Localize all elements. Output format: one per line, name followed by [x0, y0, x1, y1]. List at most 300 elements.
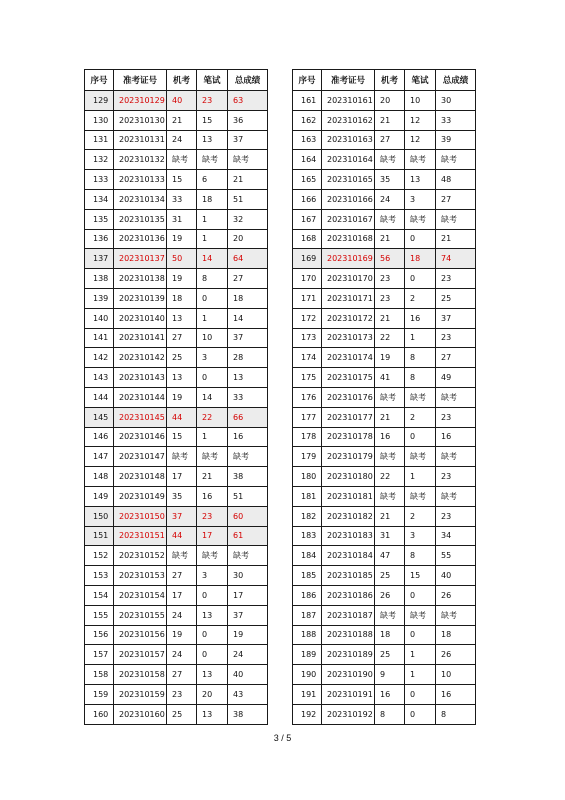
cell-machine-score: 缺考: [167, 150, 197, 170]
cell-exam-id: 202310177: [322, 407, 375, 427]
cell-written-score: 10: [405, 91, 436, 111]
cell-seq: 167: [293, 209, 322, 229]
table-row: [293, 447, 476, 467]
cell-total-score: 13: [228, 368, 268, 388]
cell-seq: 146: [85, 427, 114, 447]
table-row: [85, 665, 268, 685]
cell-written-score: 13: [405, 170, 436, 190]
table-row: [85, 684, 268, 704]
cell-written-score: 缺考: [405, 387, 436, 407]
cell-seq: 145: [85, 407, 114, 427]
table-row: [293, 486, 476, 506]
cell-seq: 151: [85, 526, 114, 546]
table-row: [293, 189, 476, 209]
table-row: [293, 130, 476, 150]
cell-seq: 152: [85, 546, 114, 566]
cell-exam-id: 202310184: [322, 546, 375, 566]
cell-total-score: 28: [228, 348, 268, 368]
cell-seq: 164: [293, 150, 322, 170]
cell-machine-score: 21: [375, 308, 405, 328]
score-table-left: [84, 69, 268, 725]
cell-seq: 191: [293, 684, 322, 704]
cell-written-score: 16: [405, 308, 436, 328]
table-row: [85, 328, 268, 348]
cell-total-score: 60: [228, 506, 268, 526]
cell-seq: 134: [85, 189, 114, 209]
cell-written-score: 0: [405, 625, 436, 645]
cell-seq: 135: [85, 209, 114, 229]
cell-exam-id: 202310188: [322, 625, 375, 645]
table-row: [85, 209, 268, 229]
cell-seq: 139: [85, 288, 114, 308]
cell-written-score: 缺考: [405, 447, 436, 467]
table-row: [293, 348, 476, 368]
cell-machine-score: 27: [167, 328, 197, 348]
cell-total-score: 61: [228, 526, 268, 546]
cell-written-score: 0: [405, 229, 436, 249]
cell-machine-score: 24: [167, 605, 197, 625]
cell-written-score: 0: [405, 704, 436, 724]
cell-seq: 137: [85, 249, 114, 269]
page-number: 3 / 5: [273, 733, 292, 743]
cell-written-score: 15: [197, 110, 228, 130]
cell-total-score: 缺考: [228, 546, 268, 566]
cell-written-score: 1: [197, 308, 228, 328]
cell-seq: 168: [293, 229, 322, 249]
cell-total-score: 23: [436, 407, 476, 427]
cell-machine-score: 18: [375, 625, 405, 645]
cell-written-score: 2: [405, 288, 436, 308]
cell-exam-id: 202310137: [114, 249, 167, 269]
cell-machine-score: 24: [375, 189, 405, 209]
cell-machine-score: 44: [167, 407, 197, 427]
cell-seq: 169: [293, 249, 322, 269]
cell-machine-score: 27: [167, 665, 197, 685]
cell-written-score: 1: [197, 209, 228, 229]
cell-seq: 154: [85, 585, 114, 605]
cell-written-score: 8: [405, 348, 436, 368]
cell-exam-id: 202310192: [322, 704, 375, 724]
cell-seq: 147: [85, 447, 114, 467]
cell-exam-id: 202310153: [114, 566, 167, 586]
cell-exam-id: 202310170: [322, 269, 375, 289]
cell-exam-id: 202310182: [322, 506, 375, 526]
cell-total-score: 36: [228, 110, 268, 130]
cell-written-score: 13: [197, 130, 228, 150]
cell-written-score: 1: [197, 427, 228, 447]
table-row: [293, 526, 476, 546]
cell-machine-score: 26: [375, 585, 405, 605]
table-row: [85, 368, 268, 388]
cell-seq: 150: [85, 506, 114, 526]
table-row: [85, 249, 268, 269]
cell-total-score: 51: [228, 189, 268, 209]
cell-written-score: 1: [197, 229, 228, 249]
cell-seq: 149: [85, 486, 114, 506]
cell-exam-id: 202310181: [322, 486, 375, 506]
cell-total-score: 25: [436, 288, 476, 308]
cell-total-score: 17: [228, 585, 268, 605]
cell-machine-score: 缺考: [375, 486, 405, 506]
cell-exam-id: 202310183: [322, 526, 375, 546]
cell-exam-id: 202310148: [114, 467, 167, 487]
header-exam-id: 准考证号: [322, 70, 375, 91]
table-row: [85, 645, 268, 665]
cell-machine-score: 缺考: [375, 605, 405, 625]
cell-written-score: 0: [197, 368, 228, 388]
table-header: [85, 70, 268, 91]
cell-written-score: 0: [405, 684, 436, 704]
cell-seq: 160: [85, 704, 114, 724]
cell-exam-id: 202310168: [322, 229, 375, 249]
cell-written-score: 2: [405, 506, 436, 526]
cell-machine-score: 18: [167, 288, 197, 308]
cell-machine-score: 20: [375, 91, 405, 111]
table-row: [293, 91, 476, 111]
cell-seq: 157: [85, 645, 114, 665]
cell-seq: 192: [293, 704, 322, 724]
cell-exam-id: 202310161: [322, 91, 375, 111]
cell-seq: 153: [85, 566, 114, 586]
cell-total-score: 40: [436, 566, 476, 586]
table-row: [85, 189, 268, 209]
cell-machine-score: 37: [167, 506, 197, 526]
cell-written-score: 20: [197, 684, 228, 704]
cell-machine-score: 22: [375, 328, 405, 348]
cell-machine-score: 40: [167, 91, 197, 111]
cell-total-score: 缺考: [228, 447, 268, 467]
cell-machine-score: 47: [375, 546, 405, 566]
cell-exam-id: 202310135: [114, 209, 167, 229]
table-row: [85, 467, 268, 487]
cell-seq: 161: [293, 91, 322, 111]
table-row: [85, 407, 268, 427]
cell-seq: 162: [293, 110, 322, 130]
table-row: [85, 308, 268, 328]
cell-total-score: 21: [436, 229, 476, 249]
cell-total-score: 23: [436, 506, 476, 526]
cell-total-score: 37: [436, 308, 476, 328]
cell-total-score: 缺考: [436, 387, 476, 407]
cell-machine-score: 23: [167, 684, 197, 704]
cell-seq: 138: [85, 269, 114, 289]
cell-seq: 171: [293, 288, 322, 308]
cell-written-score: 1: [405, 467, 436, 487]
cell-total-score: 55: [436, 546, 476, 566]
table-row: [293, 249, 476, 269]
cell-seq: 140: [85, 308, 114, 328]
cell-seq: 133: [85, 170, 114, 190]
cell-written-score: 13: [197, 704, 228, 724]
cell-exam-id: 202310143: [114, 368, 167, 388]
cell-machine-score: 25: [375, 645, 405, 665]
cell-exam-id: 202310174: [322, 348, 375, 368]
cell-seq: 142: [85, 348, 114, 368]
table-row: [293, 467, 476, 487]
cell-seq: 156: [85, 625, 114, 645]
cell-exam-id: 202310175: [322, 368, 375, 388]
cell-written-score: 8: [405, 368, 436, 388]
cell-total-score: 23: [436, 467, 476, 487]
cell-total-score: 64: [228, 249, 268, 269]
cell-exam-id: 202310150: [114, 506, 167, 526]
table-row: [293, 308, 476, 328]
cell-exam-id: 202310171: [322, 288, 375, 308]
header-seq: 序号: [293, 70, 322, 91]
table-row: [85, 566, 268, 586]
table-row: [293, 546, 476, 566]
table-row: [85, 427, 268, 447]
cell-total-score: 74: [436, 249, 476, 269]
cell-total-score: 48: [436, 170, 476, 190]
table-row: [293, 209, 476, 229]
cell-exam-id: 202310149: [114, 486, 167, 506]
cell-written-score: 3: [405, 189, 436, 209]
cell-exam-id: 202310190: [322, 665, 375, 685]
cell-exam-id: 202310167: [322, 209, 375, 229]
cell-written-score: 缺考: [197, 546, 228, 566]
cell-written-score: 14: [197, 249, 228, 269]
table-row: [293, 170, 476, 190]
cell-written-score: 22: [197, 407, 228, 427]
cell-written-score: 缺考: [405, 605, 436, 625]
cell-exam-id: 202310154: [114, 585, 167, 605]
cell-written-score: 6: [197, 170, 228, 190]
cell-exam-id: 202310155: [114, 605, 167, 625]
header-exam-id: 准考证号: [114, 70, 167, 91]
cell-seq: 148: [85, 467, 114, 487]
cell-total-score: 16: [436, 427, 476, 447]
cell-total-score: 21: [228, 170, 268, 190]
header-written-score: 笔试: [197, 70, 228, 91]
cell-seq: 173: [293, 328, 322, 348]
cell-seq: 163: [293, 130, 322, 150]
cell-exam-id: 202310141: [114, 328, 167, 348]
cell-seq: 172: [293, 308, 322, 328]
table-body: [85, 91, 268, 725]
cell-total-score: 24: [228, 645, 268, 665]
cell-total-score: 18: [436, 625, 476, 645]
cell-total-score: 20: [228, 229, 268, 249]
table-row: [293, 269, 476, 289]
cell-seq: 136: [85, 229, 114, 249]
cell-machine-score: 23: [375, 288, 405, 308]
cell-written-score: 3: [197, 566, 228, 586]
cell-total-score: 51: [228, 486, 268, 506]
table-row: [85, 269, 268, 289]
cell-written-score: 18: [405, 249, 436, 269]
cell-written-score: 0: [405, 269, 436, 289]
cell-seq: 182: [293, 506, 322, 526]
table-row: [293, 684, 476, 704]
cell-seq: 184: [293, 546, 322, 566]
header-row: [293, 70, 476, 91]
table-row: [293, 110, 476, 130]
header-total-score: 总成绩: [436, 70, 476, 91]
cell-machine-score: 21: [375, 110, 405, 130]
table-row: [293, 605, 476, 625]
cell-machine-score: 21: [375, 506, 405, 526]
cell-seq: 175: [293, 368, 322, 388]
cell-machine-score: 缺考: [167, 546, 197, 566]
cell-seq: 159: [85, 684, 114, 704]
cell-exam-id: 202310152: [114, 546, 167, 566]
table-row: [85, 91, 268, 111]
cell-seq: 186: [293, 585, 322, 605]
cell-written-score: 缺考: [197, 447, 228, 467]
cell-exam-id: 202310144: [114, 387, 167, 407]
cell-exam-id: 202310132: [114, 150, 167, 170]
cell-total-score: 39: [436, 130, 476, 150]
cell-total-score: 16: [228, 427, 268, 447]
table-body: [293, 91, 476, 725]
cell-seq: 187: [293, 605, 322, 625]
cell-seq: 165: [293, 170, 322, 190]
cell-exam-id: 202310158: [114, 665, 167, 685]
header-total-score: 总成绩: [228, 70, 268, 91]
cell-written-score: 0: [197, 288, 228, 308]
cell-exam-id: 202310172: [322, 308, 375, 328]
cell-machine-score: 15: [167, 427, 197, 447]
cell-total-score: 27: [436, 189, 476, 209]
cell-written-score: 23: [197, 506, 228, 526]
cell-total-score: 23: [436, 328, 476, 348]
table-row: [293, 645, 476, 665]
table-row: [85, 387, 268, 407]
cell-written-score: 1: [405, 328, 436, 348]
cell-machine-score: 缺考: [375, 209, 405, 229]
cell-machine-score: 15: [167, 170, 197, 190]
cell-exam-id: 202310189: [322, 645, 375, 665]
table-row: [85, 447, 268, 467]
cell-machine-score: 17: [167, 585, 197, 605]
cell-total-score: 27: [436, 348, 476, 368]
cell-exam-id: 202310136: [114, 229, 167, 249]
cell-written-score: 1: [405, 645, 436, 665]
table-row: [85, 704, 268, 724]
cell-machine-score: 8: [375, 704, 405, 724]
cell-seq: 129: [85, 91, 114, 111]
header-row: [85, 70, 268, 91]
cell-exam-id: 202310131: [114, 130, 167, 150]
cell-total-score: 37: [228, 605, 268, 625]
cell-exam-id: 202310191: [322, 684, 375, 704]
cell-exam-id: 202310151: [114, 526, 167, 546]
cell-exam-id: 202310142: [114, 348, 167, 368]
cell-exam-id: 202310160: [114, 704, 167, 724]
cell-machine-score: 27: [167, 566, 197, 586]
cell-total-score: 40: [228, 665, 268, 685]
cell-exam-id: 202310179: [322, 447, 375, 467]
cell-total-score: 缺考: [436, 486, 476, 506]
cell-machine-score: 25: [167, 348, 197, 368]
cell-exam-id: 202310173: [322, 328, 375, 348]
cell-exam-id: 202310130: [114, 110, 167, 130]
cell-machine-score: 50: [167, 249, 197, 269]
cell-exam-id: 202310186: [322, 585, 375, 605]
table-row: [293, 150, 476, 170]
cell-seq: 155: [85, 605, 114, 625]
cell-exam-id: 202310166: [322, 189, 375, 209]
table-row: [85, 526, 268, 546]
cell-written-score: 0: [197, 625, 228, 645]
cell-seq: 170: [293, 269, 322, 289]
cell-machine-score: 24: [167, 130, 197, 150]
cell-total-score: 33: [228, 387, 268, 407]
cell-total-score: 10: [436, 665, 476, 685]
cell-exam-id: 202310159: [114, 684, 167, 704]
cell-seq: 141: [85, 328, 114, 348]
cell-machine-score: 19: [167, 387, 197, 407]
cell-seq: 190: [293, 665, 322, 685]
cell-seq: 130: [85, 110, 114, 130]
cell-total-score: 30: [228, 566, 268, 586]
table-row: [293, 506, 476, 526]
cell-total-score: 26: [436, 585, 476, 605]
cell-written-score: 3: [405, 526, 436, 546]
cell-machine-score: 缺考: [375, 387, 405, 407]
cell-total-score: 缺考: [436, 447, 476, 467]
table-row: [293, 328, 476, 348]
cell-total-score: 63: [228, 91, 268, 111]
table-row: [293, 387, 476, 407]
cell-total-score: 38: [228, 467, 268, 487]
cell-total-score: 37: [228, 130, 268, 150]
cell-total-score: 19: [228, 625, 268, 645]
cell-total-score: 缺考: [436, 209, 476, 229]
cell-written-score: 缺考: [405, 150, 436, 170]
cell-written-score: 0: [197, 585, 228, 605]
cell-machine-score: 33: [167, 189, 197, 209]
cell-seq: 181: [293, 486, 322, 506]
cell-written-score: 1: [405, 665, 436, 685]
cell-machine-score: 16: [375, 684, 405, 704]
cell-total-score: 30: [436, 91, 476, 111]
cell-written-score: 缺考: [405, 486, 436, 506]
cell-exam-id: 202310165: [322, 170, 375, 190]
cell-total-score: 16: [436, 684, 476, 704]
table-row: [85, 150, 268, 170]
cell-exam-id: 202310157: [114, 645, 167, 665]
cell-written-score: 15: [405, 566, 436, 586]
table-row: [85, 605, 268, 625]
cell-written-score: 8: [405, 546, 436, 566]
cell-machine-score: 25: [375, 566, 405, 586]
cell-written-score: 17: [197, 526, 228, 546]
header-machine-score: 机考: [167, 70, 197, 91]
cell-machine-score: 19: [375, 348, 405, 368]
cell-written-score: 3: [197, 348, 228, 368]
cell-total-score: 8: [436, 704, 476, 724]
cell-exam-id: 202310169: [322, 249, 375, 269]
cell-machine-score: 9: [375, 665, 405, 685]
cell-exam-id: 202310187: [322, 605, 375, 625]
cell-total-score: 23: [436, 269, 476, 289]
cell-machine-score: 19: [167, 229, 197, 249]
table-row: [85, 625, 268, 645]
cell-seq: 158: [85, 665, 114, 685]
cell-machine-score: 19: [167, 625, 197, 645]
cell-seq: 143: [85, 368, 114, 388]
cell-written-score: 缺考: [197, 150, 228, 170]
cell-total-score: 34: [436, 526, 476, 546]
cell-machine-score: 35: [167, 486, 197, 506]
cell-machine-score: 16: [375, 427, 405, 447]
cell-machine-score: 25: [167, 704, 197, 724]
cell-machine-score: 缺考: [375, 447, 405, 467]
cell-written-score: 18: [197, 189, 228, 209]
cell-seq: 185: [293, 566, 322, 586]
